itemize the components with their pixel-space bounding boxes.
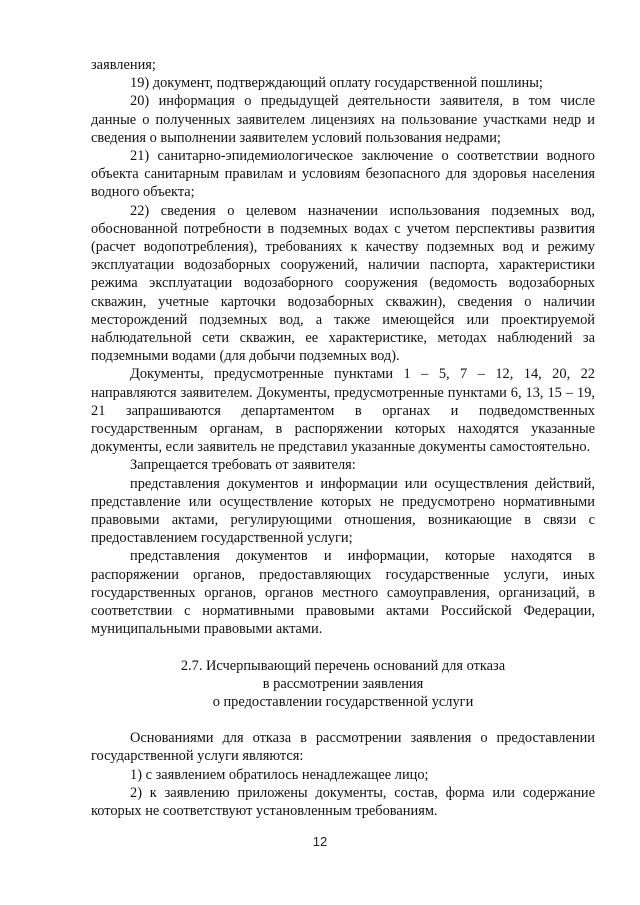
paragraph-documents-submission: Документы, предусмотренные пунктами 1 – 5, 7 – 12, 14, 20, 22 направляются заявителем. Документы, предусмотренные пунктами 6, 13, 15 – 19, 21 запрашиваются департаментом в органах и подведомственных государственным органам, в распоряжении которых находятся указанные документы, если заявитель не представил указанные документы самостоятельно. (91, 366, 595, 456)
paragraph-prohibited-item-2: представления документов и информации, которые находятся в распоряжении органов, предоставляющих государственные услуги, иных государственных органов, органов местного самоуправления, организаций, в соответствии с нормативными правовыми актами Российской Федерации, муниципальными правовыми актами. (91, 548, 595, 638)
section-heading-line-2: в рассмотрении заявления (262, 675, 424, 692)
paragraph-refusal-grounds: Основаниями для отказа в рассмотрении заявления о предоставлении государственной услуги являются: (91, 730, 595, 765)
paragraph-item-20: 20) информация о предыдущей деятельности заявителя, в том числе данные о полученных заявителем лицензиях на пользование участками недр и сведения о выполнении заявителем условий пользования недрами; (91, 93, 595, 146)
paragraph-refusal-item-1: 1) с заявлением обратилось ненадлежащее лицо; (130, 766, 429, 783)
paragraph-item-22: 22) сведения о целевом назначении использования подземных вод, обоснованной потребности в подземных водах с учетом перспективы развития (расчет водопотребления), требованиях к качеству подземных вод и режиму эксплуатации водозаборных сооружений, наличии паспорта, характеристики режима эксплуатации водозаборного сооружения (ведомость водозаборных скважин, учетные карточки водозаборных скважин), сведения о наличии месторождений подземных вод, а также имеющейся или проектируемой наблюдательной сети скважин, ее характеристике, методах наблюдений за подземными водами (для добычи подземных вод). (91, 202, 595, 365)
paragraph-prohibited-item-1: представления документов и информации или осуществления действий, представление или осуществление которых не предусмотрено нормативными правовыми актами, регулирующими отношения, возникающие в связи с предоставлением государственной услуги; (91, 475, 595, 547)
paragraph-prohibited-intro: Запрещается требовать от заявителя: (130, 457, 356, 474)
section-heading-line-1: 2.7. Исчерпывающий перечень оснований для отказа (180, 657, 506, 674)
page-number: 12 (312, 834, 328, 849)
section-heading (91, 657, 595, 712)
paragraph-item-19: 19) документ, подтверждающий оплату государственной пошлины; (130, 75, 543, 92)
paragraph-continuation: заявления; (91, 57, 156, 73)
paragraph-item-21: 21) санитарно-эпидемиологическое заключение о соответствии водного объекта санитарным правилам и условиям безопасного для здоровья населения водного объекта; (91, 148, 595, 201)
document-body (91, 56, 595, 820)
section-heading-line-3: о предоставлении государственной услуги (212, 693, 474, 710)
paragraph-refusal-item-2: 2) к заявлению приложены документы, состав, форма или содержание которых не соответствуют установленным требованиям. (91, 784, 595, 819)
